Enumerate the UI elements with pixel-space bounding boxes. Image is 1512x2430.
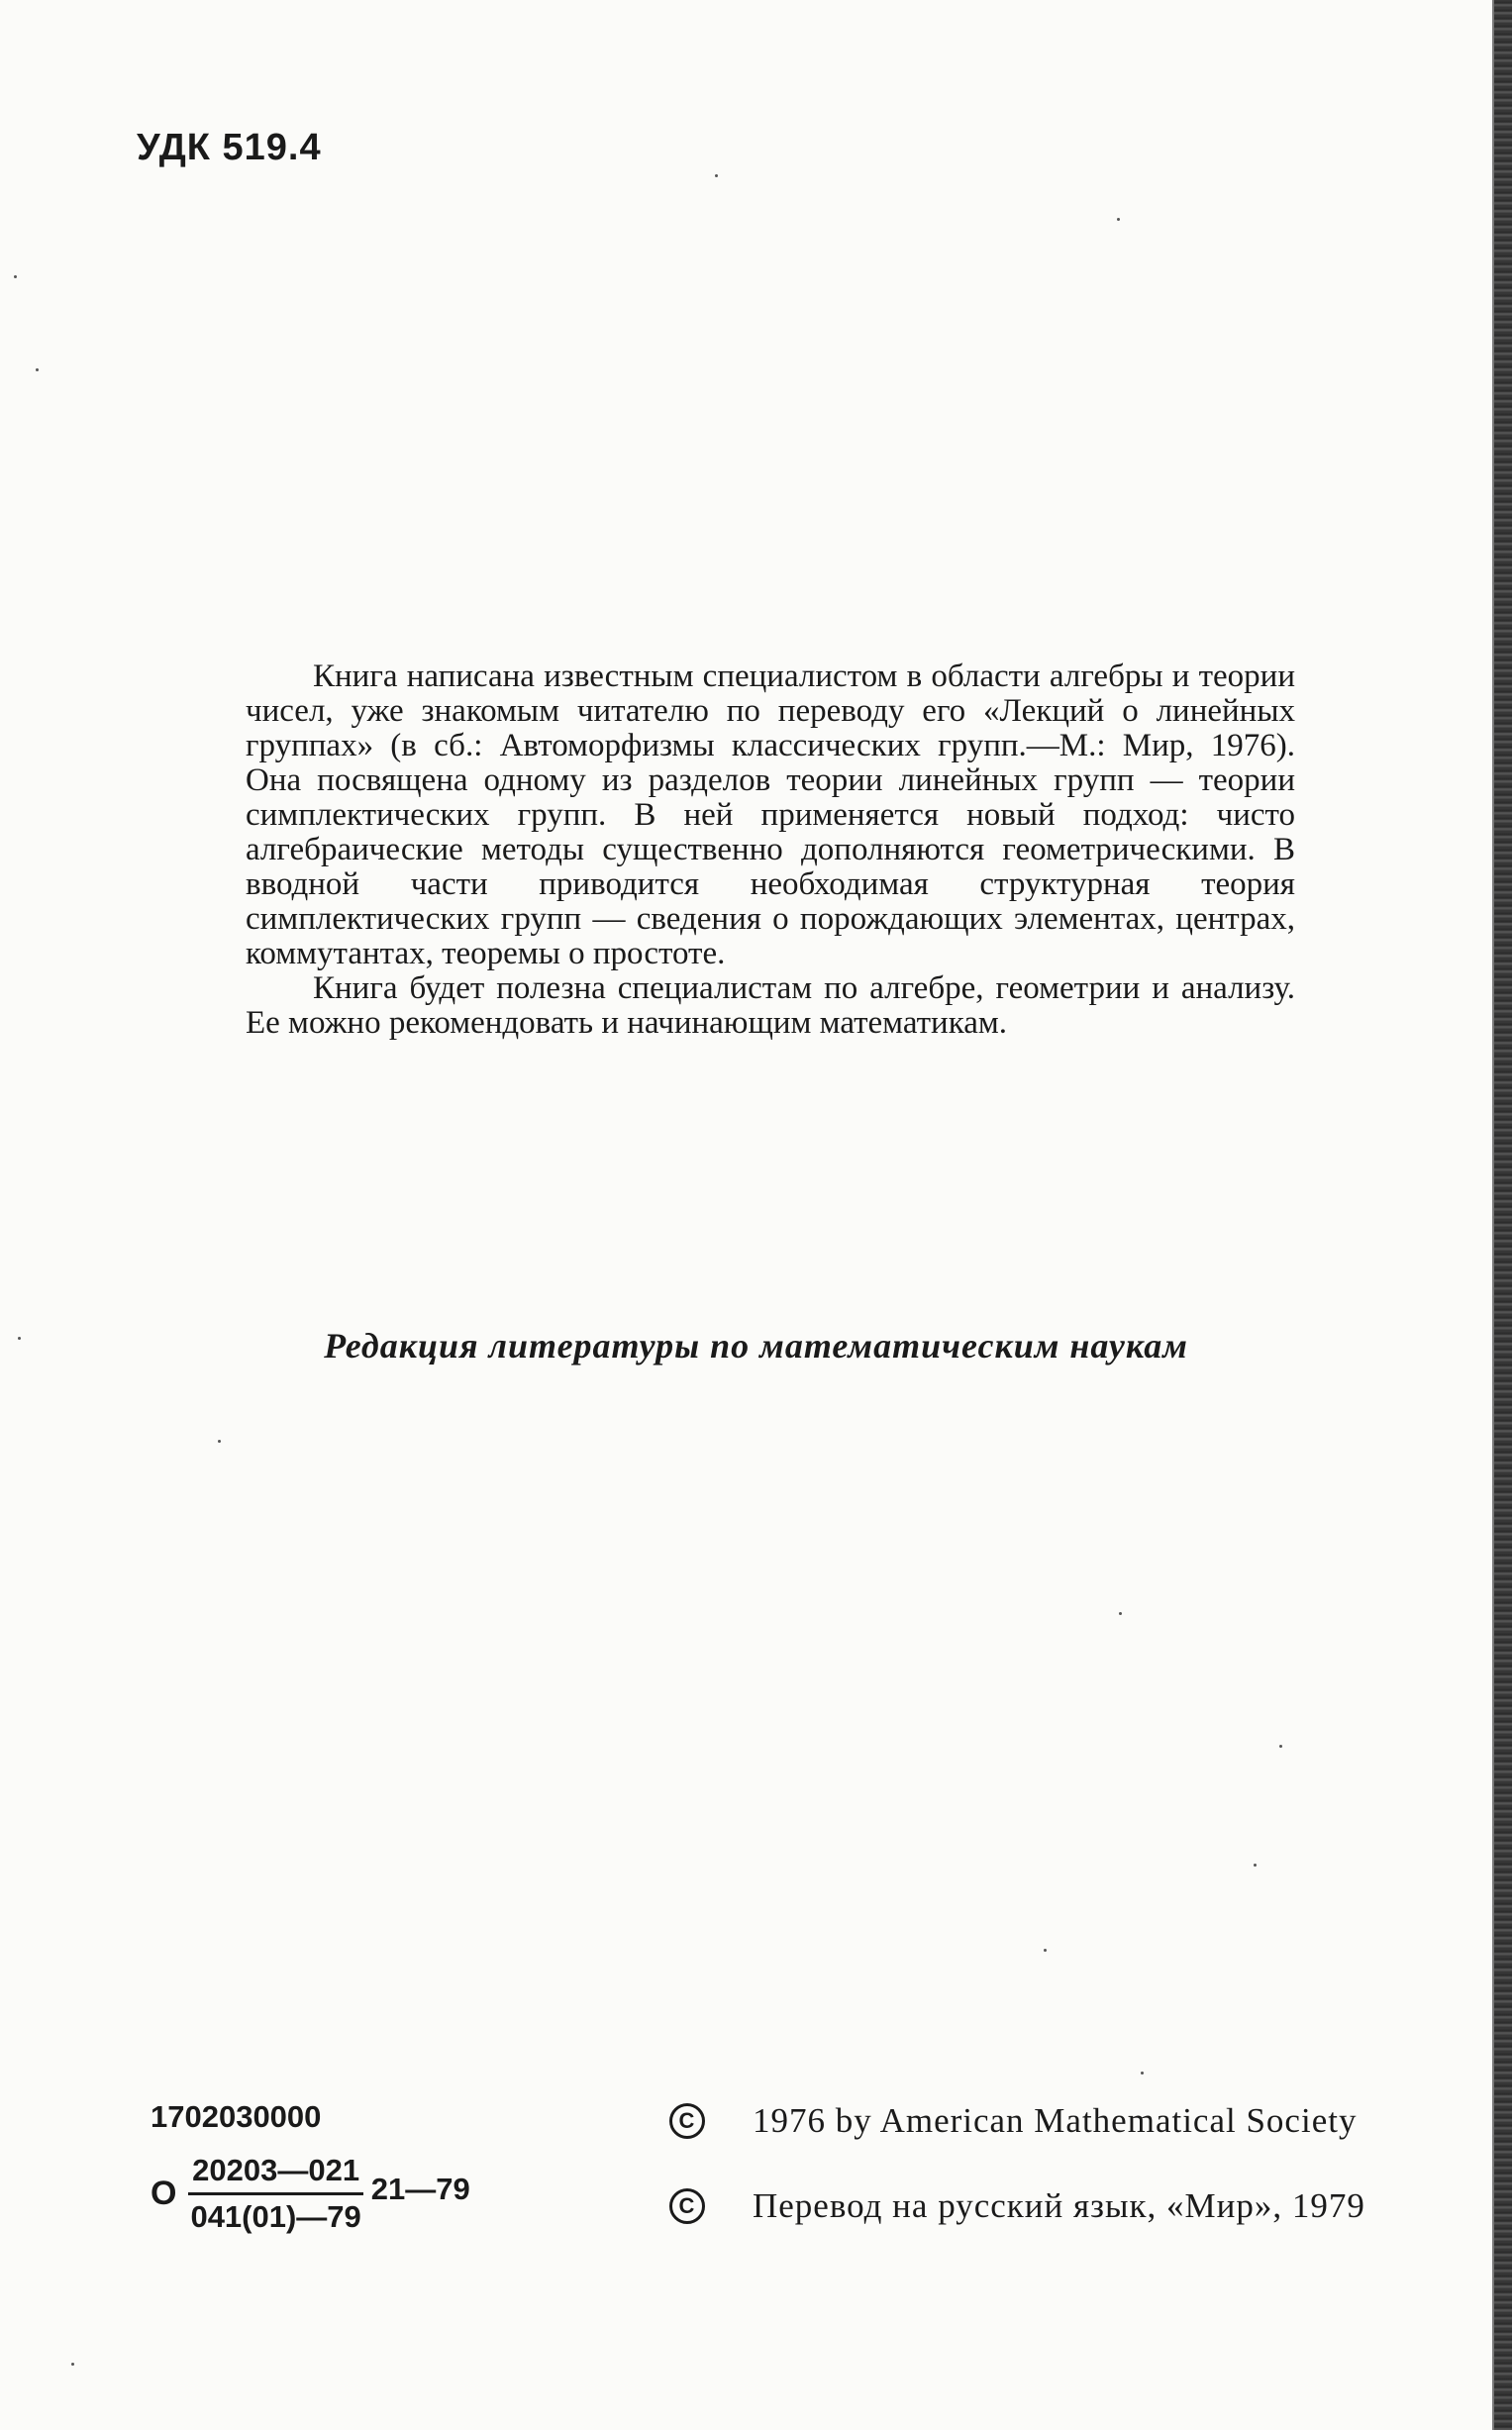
scanned-page-edge xyxy=(1492,0,1512,2430)
fraction-numerator: 20203—021 xyxy=(188,2153,363,2195)
scan-speck xyxy=(1279,1745,1282,1748)
scan-speck xyxy=(1117,218,1120,221)
classification-letter: О xyxy=(151,2175,177,2212)
scan-speck xyxy=(715,174,718,177)
editorial-department: Редакция литературы по математическим наукам xyxy=(324,1326,1188,1366)
scan-speck xyxy=(1141,2072,1144,2075)
scan-speck xyxy=(14,275,17,278)
copyright-text: 1976 by American Mathematical Society xyxy=(753,2101,1358,2140)
copyright-text: Перевод на русский язык, «Мир», 1979 xyxy=(753,2186,1365,2225)
classification-fraction xyxy=(186,2153,364,2235)
udc-code: УДК 519.4 xyxy=(137,127,322,168)
scan-speck xyxy=(1254,1864,1257,1867)
scan-speck xyxy=(1044,1949,1047,1952)
scan-speck xyxy=(71,2363,74,2366)
copyright-icon: C xyxy=(669,2103,705,2139)
isbn-code: 1702030000 xyxy=(151,2099,322,2134)
classification-fraction-line xyxy=(151,2153,470,2235)
scan-speck xyxy=(1119,1612,1122,1615)
classification-suffix: 21—79 xyxy=(370,2171,470,2206)
book-annotation xyxy=(246,659,1295,1041)
copyright-icon: C xyxy=(669,2188,705,2224)
copyright-line-mir xyxy=(669,2186,1365,2226)
scan-speck xyxy=(218,1440,221,1443)
copyright-line-ams xyxy=(669,2101,1357,2141)
fraction-denominator: 041(01)—79 xyxy=(190,2199,361,2234)
classification-code xyxy=(151,2099,470,2235)
scan-speck xyxy=(36,368,39,371)
annotation-paragraph: Книга будет полезна специалистам по алгебре, геометрии и анализу. Ее можно рекомендовать и начинающим математикам. xyxy=(246,970,1295,1041)
annotation-paragraph: Книга написана известным специалистом в области алгебры и теории чисел, уже знакомым читателю по переводу его «Лекций о линейных группах» (в сб.: Автоморфизмы классических групп.—М.: Мир, 1976). Она посвящена одному из разделов теории линейных групп — теории симплектических групп. В ней применяется новый подход: чисто алгебраические методы существенно дополняются геометрическими. В вводной части приводится необходимая структурная теория симплектических групп — сведения о порождающих элементах, центрах, коммутантах, теоремы о простоте. xyxy=(246,658,1295,971)
